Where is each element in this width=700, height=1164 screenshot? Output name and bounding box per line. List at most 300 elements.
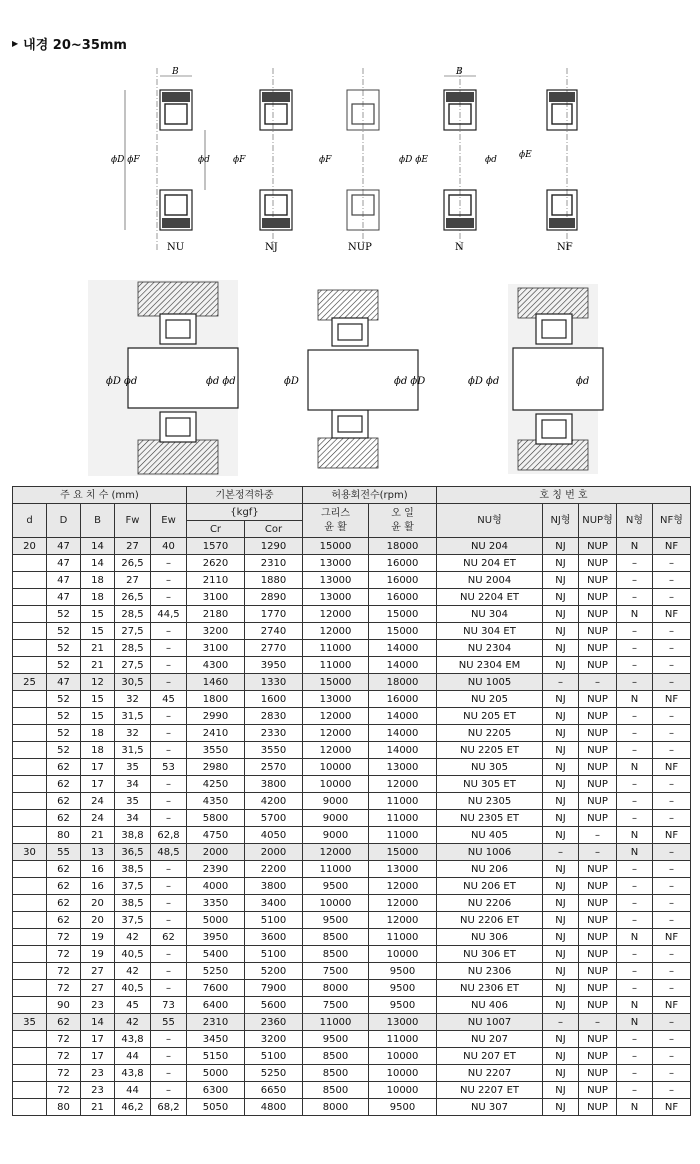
table-cell: 13000 [303, 589, 369, 606]
table-cell: 62 [47, 878, 81, 895]
table-cell: 21 [81, 827, 115, 844]
table-row [13, 810, 691, 827]
table-cell: – [617, 1031, 653, 1048]
table-cell: 2390 [187, 861, 245, 878]
table-cell: 8500 [303, 946, 369, 963]
table-row [13, 946, 691, 963]
svg-text:B: B [456, 67, 463, 77]
table-cell: 26,5 [115, 555, 151, 572]
table-cell: 14000 [369, 742, 437, 759]
table-cell: 2310 [187, 1014, 245, 1031]
table-cell: 9000 [303, 827, 369, 844]
bearing-nf-drawing [519, 68, 577, 253]
table-cell: NU 205 [437, 691, 543, 708]
table-cell: 44 [115, 1082, 151, 1099]
table-cell: 8000 [303, 980, 369, 997]
table-cell: 35 [115, 793, 151, 810]
table-cell: – [543, 674, 579, 691]
table-cell: 16000 [369, 691, 437, 708]
table-cell: 10000 [303, 776, 369, 793]
table-cell: 16 [81, 861, 115, 878]
table-cell: NUP [579, 1031, 617, 1048]
table-cell: – [653, 793, 691, 810]
table-cell: 31,5 [115, 708, 151, 725]
table-cell: 52 [47, 657, 81, 674]
table-cell [13, 827, 47, 844]
table-cell: 17 [81, 1048, 115, 1065]
table-cell: 80 [47, 827, 81, 844]
table-cell: NU 2204 ET [437, 589, 543, 606]
table-cell: – [579, 827, 617, 844]
table-cell: – [617, 861, 653, 878]
table-cell: 45 [115, 997, 151, 1014]
table-row [13, 606, 691, 623]
table-cell: 9500 [369, 1099, 437, 1116]
table-cell: NU 207 ET [437, 1048, 543, 1065]
table-cell: 37,5 [115, 912, 151, 929]
table-cell: NU 305 [437, 759, 543, 776]
col-cor: Cor [245, 521, 303, 538]
table-cell: 24 [81, 810, 115, 827]
table-cell: – [617, 1082, 653, 1099]
table-cell: 27 [115, 538, 151, 555]
table-cell: 9500 [303, 1031, 369, 1048]
table-cell: – [151, 1065, 187, 1082]
table-cell: NJ [543, 1048, 579, 1065]
table-cell: – [653, 657, 691, 674]
table-cell: 13000 [303, 572, 369, 589]
svg-text:NJ: NJ [265, 242, 278, 253]
table-cell: – [151, 1048, 187, 1065]
table-cell: 9500 [369, 980, 437, 997]
table-cell: NUP [579, 776, 617, 793]
table-cell: 46,2 [115, 1099, 151, 1116]
table-cell: 2570 [245, 759, 303, 776]
table-cell: 11000 [303, 861, 369, 878]
table-cell: 3100 [187, 589, 245, 606]
svg-text:ϕd: ϕd [576, 376, 590, 387]
table-cell: NJ [543, 606, 579, 623]
table-cell: – [543, 1014, 579, 1031]
table-cell: – [151, 861, 187, 878]
table-cell: NU 2305 [437, 793, 543, 810]
table-cell: 5100 [245, 912, 303, 929]
table-cell: NJ [543, 861, 579, 878]
table-cell [13, 810, 47, 827]
header-designation: 호 칭 번 호 [437, 487, 691, 504]
table-cell: 16000 [369, 572, 437, 589]
table-cell [13, 1065, 47, 1082]
col-n: N형 [617, 504, 653, 538]
table-cell [13, 606, 47, 623]
table-cell: NUP [579, 657, 617, 674]
table-cell: 28,5 [115, 640, 151, 657]
table-cell: 34 [115, 810, 151, 827]
table-cell: NJ [543, 589, 579, 606]
table-cell: 7600 [187, 980, 245, 997]
table-cell: – [653, 912, 691, 929]
table-cell [13, 589, 47, 606]
table-cell: – [151, 640, 187, 657]
table-cell: NUP [579, 538, 617, 555]
table-cell: NJ [543, 623, 579, 640]
table-cell: 62 [47, 759, 81, 776]
table-cell: 15 [81, 623, 115, 640]
table-cell: 52 [47, 725, 81, 742]
table-cell: N [617, 827, 653, 844]
table-cell: – [151, 793, 187, 810]
table-cell: 2000 [187, 844, 245, 861]
table-cell: – [151, 725, 187, 742]
table-cell: 6300 [187, 1082, 245, 1099]
table-cell: – [617, 725, 653, 742]
table-cell: N [617, 759, 653, 776]
table-row [13, 1031, 691, 1048]
table-cell [13, 776, 47, 793]
svg-text:ϕd: ϕd [485, 155, 497, 165]
table-cell: 4000 [187, 878, 245, 895]
table-cell: 8500 [303, 929, 369, 946]
table-cell: 52 [47, 742, 81, 759]
table-cell: 11000 [369, 793, 437, 810]
col-B: B [81, 504, 115, 538]
table-row [13, 963, 691, 980]
table-cell [13, 708, 47, 725]
table-cell: 72 [47, 1031, 81, 1048]
table-cell: 2110 [187, 572, 245, 589]
table-cell: 5000 [187, 1065, 245, 1082]
table-cell: – [617, 810, 653, 827]
table-cell: NJ [543, 708, 579, 725]
table-cell: 52 [47, 691, 81, 708]
table-row [13, 538, 691, 555]
table-cell: NJ [543, 980, 579, 997]
table-cell: NU 405 [437, 827, 543, 844]
table-cell: 5250 [245, 1065, 303, 1082]
table-cell: – [617, 555, 653, 572]
table-cell: 7500 [303, 963, 369, 980]
table-cell: NUP [579, 725, 617, 742]
table-cell: 72 [47, 929, 81, 946]
table-cell: 44,5 [151, 606, 187, 623]
table-cell: 62 [47, 810, 81, 827]
table-cell: NUP [579, 963, 617, 980]
table-row [13, 759, 691, 776]
table-cell: 2770 [245, 640, 303, 657]
table-cell: – [151, 708, 187, 725]
table-cell: 14000 [369, 640, 437, 657]
table-cell: 36,5 [115, 844, 151, 861]
bearing-types-figure [105, 62, 605, 274]
table-cell: – [151, 657, 187, 674]
table-cell: – [151, 963, 187, 980]
table-cell: – [151, 810, 187, 827]
table-cell: – [617, 878, 653, 895]
table-cell: 26,5 [115, 589, 151, 606]
table-cell: NUP [579, 895, 617, 912]
table-cell: – [617, 640, 653, 657]
table-cell: 45 [151, 691, 187, 708]
table-row [13, 708, 691, 725]
table-cell: 34 [115, 776, 151, 793]
table-cell: 47 [47, 538, 81, 555]
table-cell: 62,8 [151, 827, 187, 844]
table-cell: 17 [81, 759, 115, 776]
table-cell: 8500 [303, 1082, 369, 1099]
table-row [13, 929, 691, 946]
table-cell: – [653, 844, 691, 861]
table-cell: – [151, 623, 187, 640]
table-cell: 17 [81, 1031, 115, 1048]
table-cell: 7900 [245, 980, 303, 997]
table-cell: 1330 [245, 674, 303, 691]
table-cell: 5050 [187, 1099, 245, 1116]
table-row [13, 980, 691, 997]
table-cell: 2200 [245, 861, 303, 878]
table-cell: NU 1007 [437, 1014, 543, 1031]
table-cell: 5200 [245, 963, 303, 980]
col-unit: {kgf} [187, 504, 303, 521]
table-cell: NJ [543, 963, 579, 980]
table-cell: – [617, 793, 653, 810]
table-cell: 5100 [245, 946, 303, 963]
table-cell: NJ [543, 912, 579, 929]
table-cell [13, 793, 47, 810]
table-cell: 9500 [303, 878, 369, 895]
table-cell [13, 980, 47, 997]
table-cell: 1800 [187, 691, 245, 708]
table-row [13, 895, 691, 912]
table-cell: 19 [81, 929, 115, 946]
bearing-nup-drawing [319, 68, 379, 253]
table-cell: 2310 [245, 555, 303, 572]
table-cell: 21 [81, 640, 115, 657]
table-cell: 10000 [369, 1065, 437, 1082]
table-cell: NUP [579, 912, 617, 929]
table-cell: 11000 [369, 1031, 437, 1048]
table-cell: 11000 [303, 657, 369, 674]
table-cell: 12000 [369, 912, 437, 929]
table-cell: NUP [579, 1065, 617, 1082]
table-cell: 32 [115, 691, 151, 708]
table-cell: – [617, 946, 653, 963]
table-cell: 52 [47, 708, 81, 725]
table-cell: 3350 [187, 895, 245, 912]
table-cell: NUP [579, 1048, 617, 1065]
table-cell: NJ [543, 555, 579, 572]
table-cell [13, 572, 47, 589]
table-cell [13, 997, 47, 1014]
table-cell: 72 [47, 1082, 81, 1099]
table-row [13, 844, 691, 861]
table-cell: 23 [81, 1065, 115, 1082]
table-cell [13, 895, 47, 912]
table-cell: NF [653, 1099, 691, 1116]
svg-text:ϕd ϕd: ϕd ϕd [206, 376, 236, 387]
col-Fw: Fw [115, 504, 151, 538]
table-cell: 27,5 [115, 623, 151, 640]
bearing-nu-drawing [111, 67, 210, 253]
table-cell: 5250 [187, 963, 245, 980]
table-cell: NJ [543, 997, 579, 1014]
table-cell: NU 2205 ET [437, 742, 543, 759]
table-cell: – [617, 1065, 653, 1082]
table-cell: N [617, 606, 653, 623]
table-cell: NJ [543, 1065, 579, 1082]
table-cell: 38,5 [115, 861, 151, 878]
table-cell: 10000 [369, 1082, 437, 1099]
bearing-nj-drawing [233, 68, 292, 253]
table-cell: NJ [543, 691, 579, 708]
table-cell: 7500 [303, 997, 369, 1014]
table-cell: 52 [47, 640, 81, 657]
table-cell: 62 [47, 776, 81, 793]
table-cell [13, 759, 47, 776]
col-nj: NJ형 [543, 504, 579, 538]
table-cell: 1770 [245, 606, 303, 623]
table-cell: 27 [81, 963, 115, 980]
header-load-rating: 기본정격하중 [187, 487, 303, 504]
table-cell: NU 304 [437, 606, 543, 623]
table-cell: 15 [81, 708, 115, 725]
table-cell: 1880 [245, 572, 303, 589]
table-cell: 52 [47, 606, 81, 623]
table-cell: NUP [579, 793, 617, 810]
table-cell: 14000 [369, 708, 437, 725]
table-cell: 20 [13, 538, 47, 555]
svg-text:N: N [455, 242, 464, 253]
table-cell: NU 206 [437, 861, 543, 878]
table-cell: – [579, 1014, 617, 1031]
table-cell: – [151, 589, 187, 606]
table-cell: 13000 [303, 691, 369, 708]
table-cell: NF [653, 759, 691, 776]
table-cell: – [617, 1048, 653, 1065]
table-cell: NU 1005 [437, 674, 543, 691]
col-D: D [47, 504, 81, 538]
table-cell: NUP [579, 691, 617, 708]
table-cell: 27 [115, 572, 151, 589]
table-cell: 90 [47, 997, 81, 1014]
mounting-dimensions-figure [88, 280, 608, 476]
table-cell: NU 2304 [437, 640, 543, 657]
table-cell: 9000 [303, 793, 369, 810]
table-cell: NU 2205 [437, 725, 543, 742]
table-cell [13, 640, 47, 657]
table-cell: 12000 [303, 708, 369, 725]
table-cell: N [617, 929, 653, 946]
table-cell: NU 204 ET [437, 555, 543, 572]
table-cell: NUP [579, 929, 617, 946]
table-cell: – [617, 572, 653, 589]
table-cell: 2980 [187, 759, 245, 776]
table-cell: NF [653, 538, 691, 555]
table-cell: NJ [543, 878, 579, 895]
svg-text:ϕD ϕd: ϕD ϕd [468, 376, 500, 387]
table-cell: 14000 [369, 657, 437, 674]
table-cell: – [151, 895, 187, 912]
table-cell: 12000 [369, 878, 437, 895]
table-cell [13, 742, 47, 759]
table-cell: 2410 [187, 725, 245, 742]
table-cell: NUP [579, 810, 617, 827]
table-cell: NJ [543, 895, 579, 912]
table-cell: 2990 [187, 708, 245, 725]
table-cell: 3950 [187, 929, 245, 946]
svg-text:NUP: NUP [348, 242, 372, 253]
table-row [13, 742, 691, 759]
table-row [13, 691, 691, 708]
table-cell: 5700 [245, 810, 303, 827]
table-cell: – [653, 1082, 691, 1099]
table-cell: NJ [543, 793, 579, 810]
table-cell: NUP [579, 708, 617, 725]
table-cell: – [617, 742, 653, 759]
table-cell: 18 [81, 725, 115, 742]
table-cell: 14 [81, 1014, 115, 1031]
table-cell: 32 [115, 725, 151, 742]
table-cell: – [151, 912, 187, 929]
table-cell: 18 [81, 742, 115, 759]
table-cell: NF [653, 929, 691, 946]
table-cell: 62 [47, 895, 81, 912]
table-cell [13, 929, 47, 946]
table-cell: 15 [81, 606, 115, 623]
table-cell: 6650 [245, 1082, 303, 1099]
table-cell: NU 204 [437, 538, 543, 555]
table-cell: 1600 [245, 691, 303, 708]
table-cell: 21 [81, 657, 115, 674]
table-row [13, 725, 691, 742]
table-cell: 43,8 [115, 1031, 151, 1048]
table-cell: NUP [579, 555, 617, 572]
table-cell: 73 [151, 997, 187, 1014]
table-cell: 14000 [369, 725, 437, 742]
table-cell: N [617, 1099, 653, 1116]
section-heading [12, 34, 127, 53]
table-cell: 72 [47, 1065, 81, 1082]
table-cell: 72 [47, 980, 81, 997]
table-cell: NF [653, 606, 691, 623]
table-cell: 80 [47, 1099, 81, 1116]
table-cell: 1290 [245, 538, 303, 555]
table-cell: 13000 [303, 555, 369, 572]
col-d: d [13, 504, 47, 538]
svg-text:ϕD ϕE: ϕD ϕE [399, 155, 428, 165]
mounting-drawing-3 [468, 284, 603, 474]
table-cell: 5600 [245, 997, 303, 1014]
table-row [13, 623, 691, 640]
table-cell: – [151, 742, 187, 759]
table-cell: NUP [579, 980, 617, 997]
table-cell: – [653, 1048, 691, 1065]
table-row [13, 1065, 691, 1082]
table-cell: 4250 [187, 776, 245, 793]
table-cell: 62 [47, 793, 81, 810]
table-cell: – [653, 895, 691, 912]
table-row [13, 912, 691, 929]
table-cell: 12 [81, 674, 115, 691]
table-cell: 40,5 [115, 980, 151, 997]
col-nu: NU형 [437, 504, 543, 538]
section-heading-text: 내경 20~35mm [23, 38, 127, 53]
table-cell: 4300 [187, 657, 245, 674]
table-cell: 2360 [245, 1014, 303, 1031]
table-row [13, 640, 691, 657]
table-cell: 35 [13, 1014, 47, 1031]
table-cell: 68,2 [151, 1099, 187, 1116]
table-cell: NU 2004 [437, 572, 543, 589]
